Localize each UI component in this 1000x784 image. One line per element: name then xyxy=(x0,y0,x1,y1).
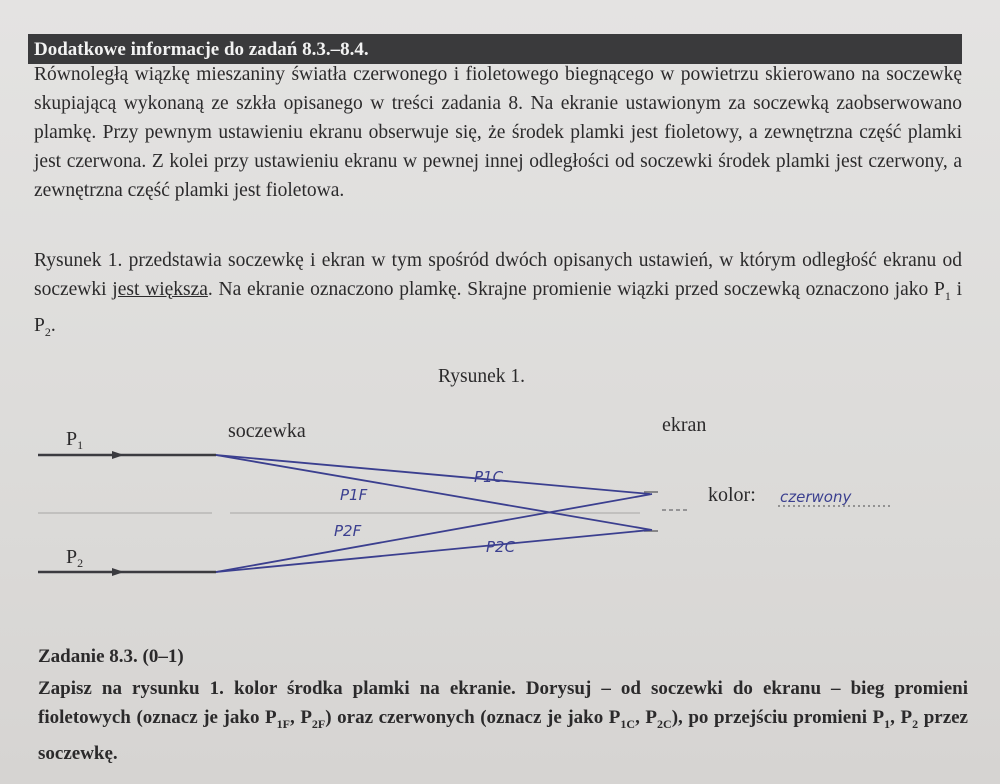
ray-p2-arrow-icon xyxy=(112,568,124,576)
label-p2c: P2C xyxy=(486,538,516,556)
task-text-g: przez soczewkę. xyxy=(38,707,968,764)
task-instructions xyxy=(38,674,968,768)
task-text-e: ), po przejściu promieni P xyxy=(671,707,885,728)
fig-desc-and: i P xyxy=(34,279,962,336)
figure-description-paragraph xyxy=(34,246,962,347)
fig-desc-sub2: 2 xyxy=(44,324,51,339)
ray-p1c xyxy=(216,455,650,494)
task-sub-2c: 2C xyxy=(657,716,672,731)
ray-p2c xyxy=(216,530,650,572)
intro-paragraph-text: Równoległą wiązkę mieszaniny światła czerwonego i fioletowego biegnącego w powietrzu skierowano na soczewkę skupiającą wykonaną ze szkła opisanego w treści zadania 8. Na ekranie ustawionym za soczewką zaobserwowano plamkę. Przy pewnym ustawieniu ekranu obserwuje się, że środek plamki jest fioletowy, a zewnętrzna część plamki jest czerwona. Z kolei przy ustawieniu ekranu w pewnej innej odległości od soczewki środek plamki jest czerwony, a zewnętrzna część plamki jest fioletowa. xyxy=(34,64,962,201)
label-p1: $P_1$ xyxy=(66,428,84,452)
section-header-title: Dodatkowe informacje do zadań 8.3.–8.4. xyxy=(34,39,369,60)
intro-paragraph xyxy=(34,60,962,205)
task-text-a: Zapisz na rysunku 1. kolor środka plamki na ekranie. Dorysuj – od soczewki do ekranu – bieg promieni fioletowych (oznacz je jako P xyxy=(38,678,968,728)
label-p2f: P2F xyxy=(334,522,362,540)
label-p2: $P_2$ xyxy=(66,546,84,570)
label-color: kolor: xyxy=(708,484,756,506)
label-screen: ekran xyxy=(662,414,707,436)
fig-desc-after: . Na ekranie oznaczono plamkę. Skrajne promienie wiązki przed soczewką oznaczono jako P xyxy=(207,279,945,300)
ray-p1-arrow-icon xyxy=(112,451,124,459)
task-sub-p1: 1 xyxy=(884,716,891,731)
task-text-f: , P xyxy=(890,707,913,728)
fig-desc-sub1: 1 xyxy=(944,288,951,303)
task-text-c: ) oraz czerwonych (oznacz je jako P xyxy=(325,707,621,728)
task-sub-1f: 1F xyxy=(276,716,290,731)
handwritten-color-answer: czerwony xyxy=(780,488,852,506)
ray-p2f xyxy=(216,494,652,572)
task-sub-1c: 1C xyxy=(620,716,636,731)
task-text-d: , P xyxy=(635,707,658,728)
task-sub-2f: 2F xyxy=(311,716,326,731)
label-p1c: P1C xyxy=(474,468,504,486)
ray-p1f xyxy=(216,455,652,530)
figure-title: Rysunek 1. xyxy=(438,366,525,387)
label-lens: soczewka xyxy=(228,420,306,442)
fig-desc-before: Rysunek 1. przedstawia soczewkę i ekran w tym spośród dwóch opisanych ustawień, w którym odległość ekranu od soczewki xyxy=(34,250,962,300)
task-title: Zadanie 8.3. (0–1) xyxy=(38,646,184,667)
task-sub-p2: 2 xyxy=(912,716,919,731)
fig-desc-underlined: jest większa xyxy=(112,279,208,300)
fig-desc-end: . xyxy=(50,314,56,336)
label-p1f: P1F xyxy=(340,486,368,504)
task-text-b: , P xyxy=(289,707,312,728)
lens-ray-diagram xyxy=(0,400,1000,620)
